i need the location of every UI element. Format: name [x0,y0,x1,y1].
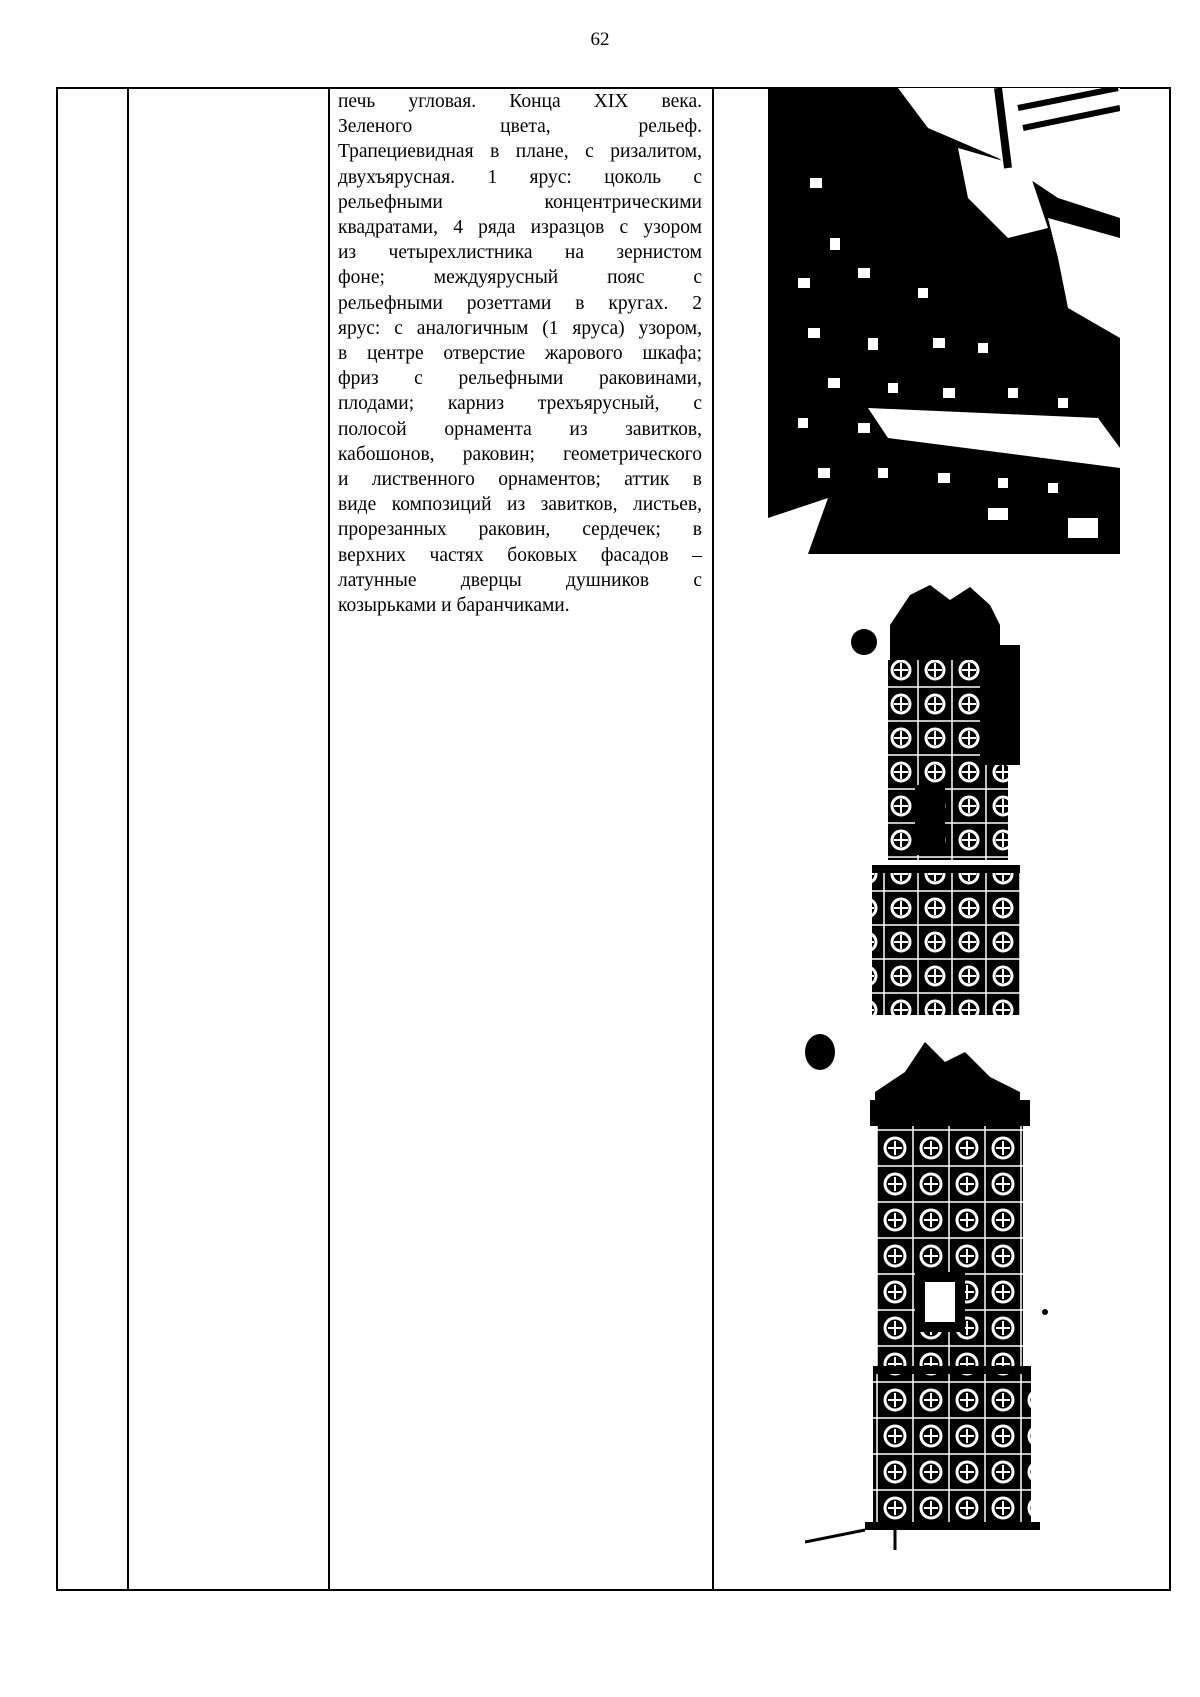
description-line: из четырехлистника на зернистом [338,242,702,264]
description-line: виде композиций из завитков, листьев, [338,494,702,516]
description-line: двухъярусная. 1 ярус: цоколь с [338,166,702,188]
description-line: рельефными концентрическими [338,191,702,213]
description-line: кабошонов, раковин; геометрического [338,443,702,465]
description-line: Трапециевидная в плане, с ризалитом, [338,141,702,163]
table-column-divider [712,87,714,1591]
description-line: плодами; карниз трехъярусный, с [338,393,702,415]
description-line: фоне; междуярусный пояс с [338,267,702,289]
description-line: козырьками и баранчиками. [338,595,570,617]
description-line: ярус: с аналогичным (1 яруса) узором, [338,317,702,339]
description-line: прорезанных раковин, сердечек; в [338,519,702,541]
description-line: латунные дверцы душников с [338,569,702,591]
description-line: верхних частях боковых фасадов – [338,544,702,566]
description-line: печь угловая. Конца XIX века. [338,91,702,112]
description-line: фриз с рельефными раковинами, [338,368,702,390]
description-line: квадратами, 4 ряда изразцов с узором [338,217,702,239]
description-line: и лиственного орнаментов; аттик в [338,469,702,491]
description-line: Зеленого цвета, рельеф. [338,116,702,138]
page-number: 62 [590,29,610,50]
stove-description [338,89,702,618]
description-line: полосой орнамента из завитков, [338,418,702,440]
description-line: в центре отверстие жарового шкафа; [338,343,702,365]
stove-detail-photo [768,88,1120,554]
table-column-divider [328,87,330,1591]
description-line: рельефными розеттами в кругах. 2 [338,292,702,314]
table-column-divider [127,87,129,1591]
stove-corner-photo [850,585,1050,1015]
stove-front-photo [805,1022,1055,1550]
